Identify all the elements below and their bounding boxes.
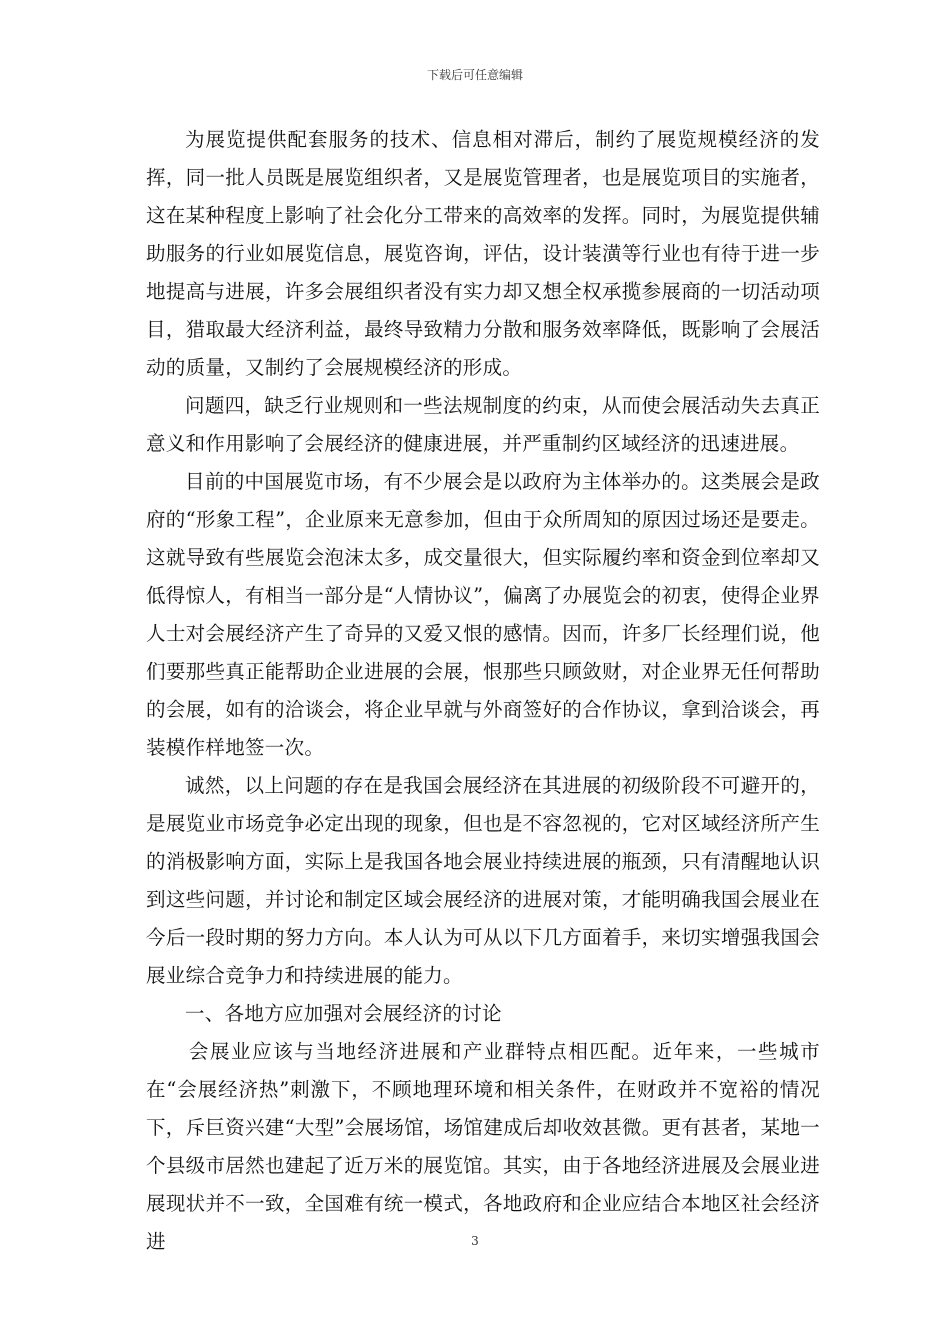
paragraph-match-local-economy: 会展业应该与当地经济进展和产业群特点相匹配。近年来，一些城市在“会展经济热”刺激下，不顾地理环境和相关条件，在财政并不宽裕的情况下，斥巨资兴建“大型”会展场馆，场馆建成后却收效甚微。更有甚者，某地一个县级市居然也建起了近万米的展览馆。其实，由于各地经济进展及会展业进展现状并不一致，全国难有统一模式，各地政府和企业应结合本地区社会经济进 [146,1040,820,1253]
page-number: 3 [471,1234,479,1248]
page-header-note: 下载后可任意编辑 [426,68,523,82]
document-body [146,121,820,1261]
paragraph-government-exhibitions: 目前的中国展览市场，有不少展会是以政府为主体举办的。这类展会是政府的“形象工程”，企业原来无意参加，但由于众所周知的原因过场还是要走。这就导致有些展览会泡沫太多，成交量很大，但实际履约率和资金到位率却又低得惊人，有相当一部分是“人情协议”，偏离了办展览会的初衷，使得企业界人士对会展经济产生了奇异的又爱又恨的感情。因而，许多厂长经理们说，他们要那些真正能帮助企业进展的会展，恨那些只顾敛财，对企业界无任何帮助的会展，如有的洽谈会，将企业早就与外商签好的合作协议，拿到洽谈会，再装模作样地签一次。 [146,470,820,759]
paragraph-conclusion-problems: 诚然，以上问题的存在是我国会展经济在其进展的初级阶段不可避开的，是展览业市场竞争必定出现的现象，但也是不容忽视的，它对区域经济所产生的消极影响方面，实际上是我国各地会展业持续进展的瓶颈，只有清醒地认识到这些问题，并讨论和制定区域会展经济的进展对策，才能明确我国会展业在今后一段时期的努力方向。本人认为可从以下几方面着手，来切实增强我国会展业综合竞争力和持续进展的能力。 [146,774,820,987]
section-heading-research: 一、各地方应加强对会展经济的讨论 [185,1002,502,1025]
paragraph-services-lag: 为展览提供配套服务的技术、信息相对滞后，制约了展览规模经济的发挥，同一批人员既是展览组织者，又是展览管理者，也是展览项目的实施者，这在某种程度上影响了社会化分工带来的高效率的发挥。同时，为展览提供辅助服务的行业如展览信息，展览咨询，评估，设计装潢等行业也有待于进一步地提高与进展，许多会展组织者没有实力却又想全权承揽参展商的一切活动项目，猎取最大经济利益，最终导致精力分散和服务效率降低，既影响了会展活动的质量，又制约了会展规模经济的形成。 [146,128,820,379]
paragraph-problem-four: 问题四，缺乏行业规则和一些法规制度的约束，从而使会展活动失去真正意义和作用影响了会展经济的健康进展，并严重制约区域经济的迅速进展。 [146,394,820,455]
